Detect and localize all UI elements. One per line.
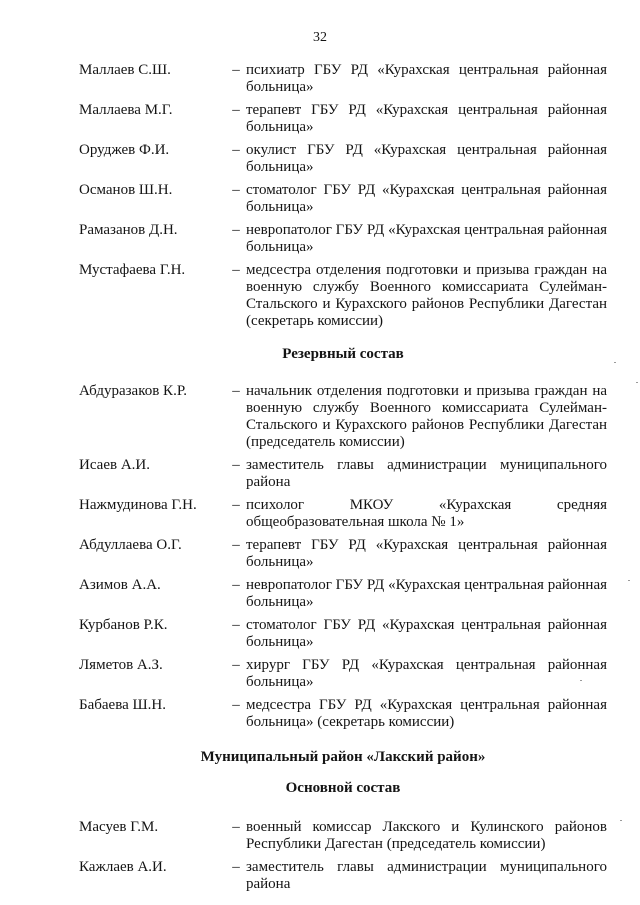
member-name: Абдуллаева О.Г. — [79, 537, 182, 553]
member-name: Азимов А.А. — [79, 577, 161, 593]
dash: – — [232, 142, 240, 158]
member-name: Масуев Г.М. — [79, 819, 159, 835]
section-heading-reserve: Резервный состав — [282, 346, 404, 362]
member-role: военный комиссар Лакского и Кулинского районов Республики Дагестан (председатель комиссии) — [246, 819, 607, 852]
member-role: заместитель главы администрации муниципального района — [246, 859, 607, 892]
member-entry — [79, 62, 607, 96]
scan-speck — [620, 820, 622, 821]
member-role: стоматолог ГБУ РД «Курахская центральная районная больница» — [246, 182, 607, 215]
district-heading: Муниципальный район «Лакский район» — [200, 749, 486, 765]
dash: – — [232, 62, 240, 78]
member-entry — [79, 262, 607, 330]
reserve-composition — [79, 383, 607, 731]
dash: – — [232, 262, 240, 278]
member-name: Ляметов А.З. — [79, 657, 163, 673]
member-name: Оруджев Ф.И. — [79, 142, 170, 158]
member-entry — [79, 457, 607, 491]
member-entry — [79, 697, 607, 731]
dash: – — [232, 457, 240, 473]
member-name: Исаев А.И. — [79, 457, 150, 473]
member-entry — [79, 222, 607, 256]
member-name: Нажмудинова Г.Н. — [79, 497, 197, 513]
member-role: медсестра отделения подготовки и призыва граждан на военную службу Военного комиссариата Сулейман-Стальского и Курахского районов Республики Дагестан (секретарь комиссии) — [246, 262, 607, 329]
member-role: начальник отделения подготовки и призыва граждан на военную службу Военного комиссариата Сулейман-Стальского и Курахского районов Республики Дагестан (председатель комиссии) — [246, 383, 607, 450]
member-role: терапевт ГБУ РД «Курахская центральная районная больница» — [246, 102, 607, 135]
member-entry — [79, 537, 607, 571]
dash: – — [232, 859, 240, 875]
member-entry — [79, 657, 607, 691]
member-name: Абдуразаков К.Р. — [79, 383, 188, 399]
member-entry — [79, 497, 607, 531]
member-entry — [79, 102, 607, 136]
member-name: Рамазанов Д.Н. — [79, 222, 178, 238]
member-role: психиатр ГБУ РД «Курахская центральная районная больница» — [246, 62, 607, 95]
dash: – — [232, 697, 240, 713]
commission-list — [79, 62, 607, 899]
dash: – — [232, 617, 240, 633]
dash: – — [232, 182, 240, 198]
section-heading-main: Основной состав — [285, 780, 401, 796]
member-entry — [79, 182, 607, 216]
member-role: стоматолог ГБУ РД «Курахская центральная районная больница» — [246, 617, 607, 650]
main-composition-continued — [79, 62, 607, 330]
dash: – — [232, 657, 240, 673]
member-role: окулист ГБУ РД «Курахская центральная районная больница» — [246, 142, 607, 175]
dash: – — [232, 222, 240, 238]
member-role: заместитель главы администрации муниципального района — [246, 457, 607, 490]
scan-speck — [636, 382, 638, 383]
member-role: хирург ГБУ РД «Курахская центральная районная больница» — [246, 657, 607, 690]
member-name: Маллаева М.Г. — [79, 102, 173, 118]
member-entry — [79, 819, 607, 853]
member-entry — [79, 859, 607, 893]
member-role: невропатолог ГБУ РД «Курахская центральная районная больница» — [246, 222, 607, 255]
member-name: Османов Ш.Н. — [79, 182, 173, 198]
dash: – — [232, 577, 240, 593]
member-role: терапевт ГБУ РД «Курахская центральная районная больница» — [246, 537, 607, 570]
member-role: невропатолог ГБУ РД «Курахская центральная районная больница» — [246, 577, 607, 610]
member-name: Курбанов Р.К. — [79, 617, 168, 633]
dash: – — [232, 497, 240, 513]
dash: – — [232, 537, 240, 553]
dash: – — [232, 383, 240, 399]
member-entry — [79, 577, 607, 611]
member-name: Маллаев С.Ш. — [79, 62, 171, 78]
member-name: Кажлаев А.И. — [79, 859, 167, 875]
dash: – — [232, 102, 240, 118]
scan-speck — [628, 580, 630, 581]
member-name: Мустафаева Г.Н. — [79, 262, 186, 278]
member-entry — [79, 617, 607, 651]
member-role: психолог МКОУ «Курахская средняя общеобразовательная школа № 1» — [246, 497, 607, 530]
member-role: медсестра ГБУ РД «Курахская центральная районная больница» (секретарь комиссии) — [246, 697, 607, 730]
main-composition-lak — [79, 819, 607, 893]
member-entry — [79, 383, 607, 451]
member-name: Бабаева Ш.Н. — [79, 697, 166, 713]
member-entry — [79, 142, 607, 176]
scan-speck — [614, 362, 616, 363]
scan-speck — [580, 680, 582, 681]
page-number: 32 — [313, 30, 327, 45]
dash: – — [232, 819, 240, 835]
